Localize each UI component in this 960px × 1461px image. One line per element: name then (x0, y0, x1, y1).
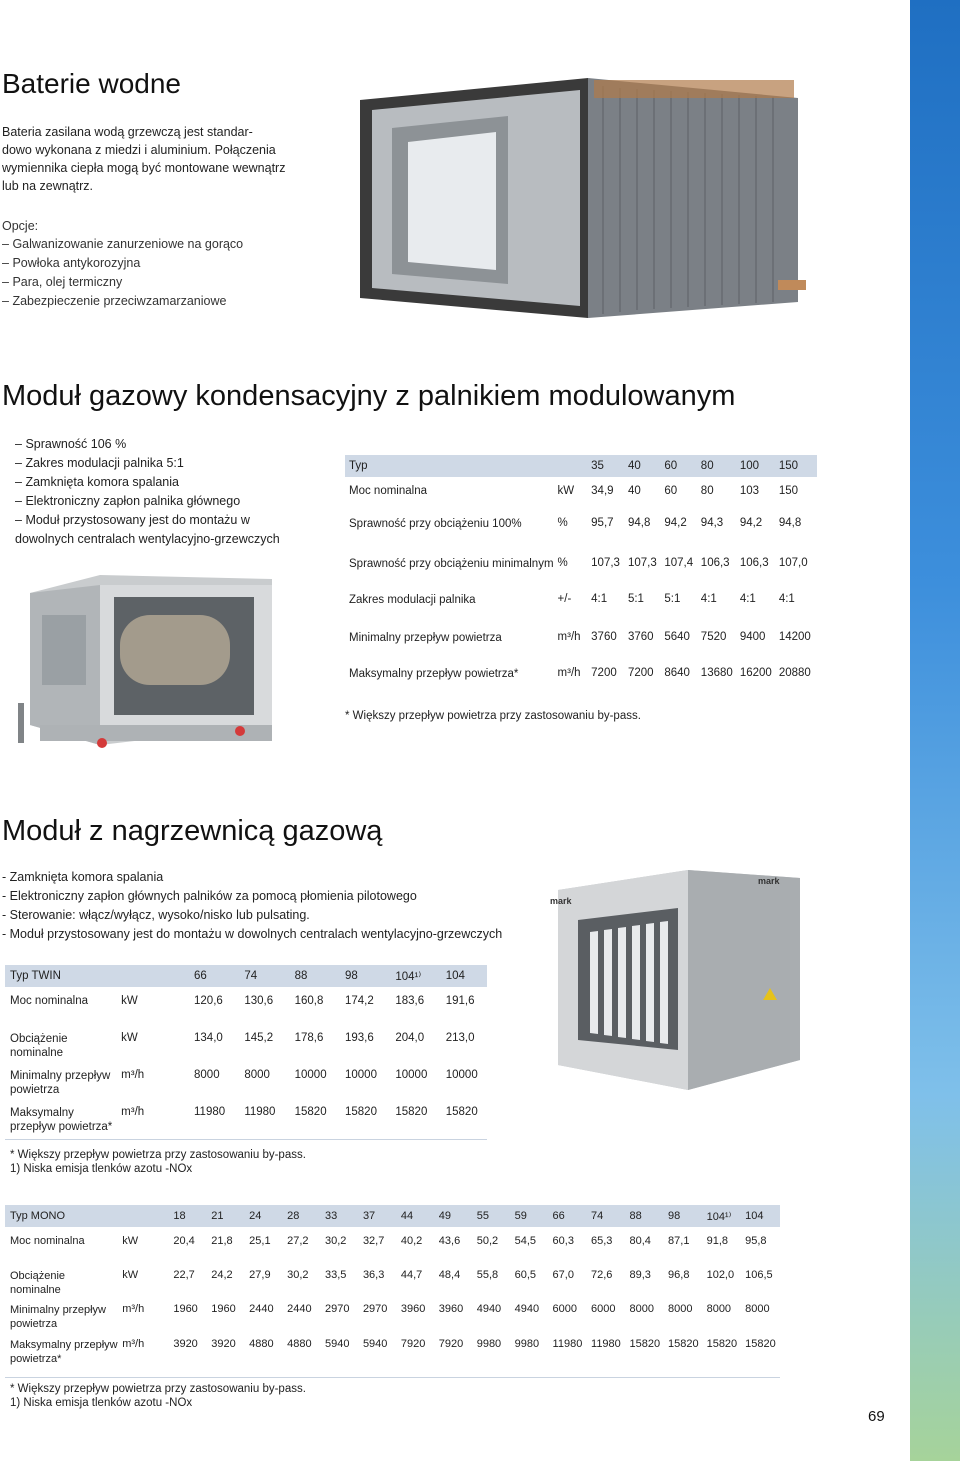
value-cell: 22,7 (173, 1269, 195, 1281)
decorative-side-bar (910, 0, 960, 1461)
value-cell: 1960 (211, 1303, 236, 1315)
value-cell: 6000 (552, 1303, 578, 1315)
row-label: Maksymalny przepływ powietrza* (10, 1339, 118, 1365)
value-cell: 4880 (249, 1338, 274, 1350)
row-label: Sprawność przy obciążeniu minimalnym (349, 558, 554, 570)
value-cell: 107,0 (778, 557, 808, 569)
unit-cell: m³/h (122, 1338, 145, 1350)
footnote: 1) Niska emisja tlenków azotu -NOx (10, 1397, 193, 1409)
row-label: Maksymalny przepływ powietrza* (349, 668, 519, 680)
value-cell: 94,3 (700, 517, 724, 529)
table-header-row (5, 965, 487, 987)
table-row (345, 551, 817, 589)
value-cell: 15820 (445, 1106, 478, 1118)
value-cell: 16200 (739, 667, 772, 679)
row-label: Maksymalny przepływ powietrza* (10, 1107, 113, 1133)
value-cell: 8000 (668, 1303, 693, 1315)
mono-notes (10, 1382, 306, 1410)
water-coils-description (2, 123, 302, 195)
header-cell: 74 (589, 1205, 627, 1227)
value-cell: 9980 (514, 1338, 540, 1350)
section-title-water-coils: Baterie wodne (2, 68, 182, 99)
value-cell: 15820 (745, 1338, 776, 1350)
desc-line: dowo wykonana z miedzi i aluminium. Połączenia (2, 143, 276, 157)
table-row (5, 1062, 487, 1099)
value-cell: 2970 (325, 1303, 350, 1315)
unit-cell: kW (121, 1032, 138, 1044)
header-cell: 44 (399, 1205, 437, 1227)
value-cell: 4940 (476, 1303, 502, 1315)
value-cell: 106,3 (700, 557, 730, 569)
options-list (2, 235, 243, 311)
value-cell: 183,6 (395, 995, 425, 1007)
gas-heater-photo (538, 860, 806, 1095)
feature-item: – Sprawność 106 % (15, 435, 295, 454)
header-cell: 80 (699, 455, 738, 477)
value-cell: 10000 (294, 1069, 327, 1081)
value-cell: 21,8 (211, 1235, 233, 1247)
page-number: 69 (868, 1408, 885, 1425)
footnote: 1) Niska emisja tlenków azotu -NOx (10, 1163, 193, 1175)
header-cell: 66 (192, 965, 242, 987)
header-cell: 98 (666, 1205, 705, 1227)
twin-notes (10, 1148, 306, 1176)
value-cell: 94,8 (778, 517, 802, 529)
value-cell: 120,6 (194, 995, 223, 1007)
value-cell: 30,2 (325, 1235, 347, 1247)
value-cell: 43,6 (438, 1235, 461, 1247)
value-cell: 145,2 (244, 1032, 274, 1044)
value-cell: 8000 (745, 1303, 770, 1315)
value-cell: 191,6 (445, 995, 475, 1007)
value-cell: 3760 (591, 631, 617, 643)
value-cell: 65,3 (591, 1235, 613, 1247)
header-cell: 55 (475, 1205, 513, 1227)
divider (5, 1139, 487, 1140)
unit-cell: kW (122, 1269, 139, 1281)
value-cell: 30,2 (287, 1269, 309, 1281)
value-cell: 204,0 (395, 1032, 425, 1044)
feature-item: - Elektroniczny zapłon głównych palników za pomocą płomienia pilotowego (2, 889, 417, 903)
value-cell: 34,9 (591, 485, 614, 497)
table-row (5, 1265, 780, 1299)
header-cell: 150 (777, 455, 817, 477)
value-cell: 15820 (629, 1338, 661, 1350)
value-cell: 80,4 (629, 1235, 651, 1247)
unit-cell: kW (122, 1235, 139, 1247)
header-cell: Typ TWIN (5, 965, 119, 987)
header-cell: 98 (343, 965, 393, 987)
value-cell: 7920 (438, 1338, 464, 1350)
value-cell: 8640 (664, 667, 690, 679)
divider (5, 1377, 780, 1378)
table-row (5, 1334, 780, 1370)
header-cell: 24 (247, 1205, 285, 1227)
header-cell: 60 (662, 455, 698, 477)
value-cell: 11980 (244, 1106, 276, 1118)
header-cell: 104¹⁾ (705, 1205, 744, 1227)
value-cell: 174,2 (344, 995, 374, 1007)
value-cell: 107,3 (627, 557, 657, 569)
value-cell: 94,2 (739, 517, 763, 529)
value-cell: 94,8 (627, 517, 651, 529)
header-cell: 88 (627, 1205, 666, 1227)
value-cell: 11980 (591, 1338, 621, 1350)
value-cell: 20,4 (173, 1235, 195, 1247)
value-cell: 106,5 (745, 1269, 773, 1281)
value-cell: 107,3 (591, 557, 620, 569)
mono-spec-table (5, 1205, 780, 1370)
table-row (5, 1299, 780, 1334)
table-row (345, 477, 817, 513)
table-row (345, 589, 817, 627)
value-cell: 27,9 (249, 1269, 271, 1281)
value-cell: 24,2 (211, 1269, 233, 1281)
header-cell: 74 (242, 965, 292, 987)
value-cell: 5:1 (664, 593, 681, 605)
value-cell: 11980 (552, 1338, 583, 1350)
water-coil-photo (358, 70, 808, 322)
unit-cell: % (557, 517, 568, 529)
option-item: – Galwanizowanie zanurzeniowe na gorąco (2, 235, 243, 254)
row-label: Moc nominalna (349, 485, 427, 497)
desc-line: wymiennika ciepła mogą być montowane wewnątrz (2, 161, 286, 175)
header-cell: 59 (513, 1205, 551, 1227)
value-cell: 2970 (362, 1303, 388, 1315)
unit-cell: kW (121, 995, 138, 1007)
value-cell: 4:1 (739, 593, 756, 605)
header-cell (556, 455, 590, 477)
unit-cell: +/- (557, 593, 572, 605)
value-cell: 4880 (287, 1338, 312, 1350)
header-cell: 21 (209, 1205, 247, 1227)
value-cell: 5640 (664, 631, 690, 643)
unit-cell: m³/h (557, 631, 581, 643)
row-label: Moc nominalna (10, 995, 88, 1007)
brand-label: mark (550, 896, 572, 906)
row-label: Obciążenie nominalne (10, 1270, 66, 1296)
value-cell: 4:1 (591, 593, 608, 605)
value-cell: 10000 (344, 1069, 377, 1081)
value-cell: 107,4 (664, 557, 694, 569)
header-cell (120, 1205, 171, 1227)
value-cell: 2440 (287, 1303, 312, 1315)
header-cell: 88 (293, 965, 343, 987)
value-cell: 7920 (400, 1338, 426, 1350)
header-cell: 40 (626, 455, 662, 477)
table-row (345, 513, 817, 551)
value-cell: 4940 (514, 1303, 540, 1315)
header-cell: 66 (551, 1205, 589, 1227)
value-cell: 1960 (173, 1303, 198, 1315)
option-item: – Zabezpieczenie przeciwzamarzaniowe (2, 292, 243, 311)
value-cell: 20880 (778, 667, 811, 679)
option-item: – Powłoka antykorozyjna (2, 254, 243, 273)
value-cell: 94,2 (664, 517, 687, 529)
value-cell: 5940 (362, 1338, 388, 1350)
table-row (5, 1227, 780, 1265)
value-cell: 9980 (476, 1338, 502, 1350)
value-cell: 67,0 (552, 1269, 574, 1281)
header-cell: 104¹⁾ (393, 965, 443, 987)
header-cell: 104 (743, 1205, 780, 1227)
value-cell: 10000 (445, 1069, 478, 1081)
value-cell: 14200 (778, 631, 811, 643)
value-cell: 160,8 (294, 995, 324, 1007)
value-cell: 60,5 (514, 1269, 537, 1281)
header-cell: 28 (285, 1205, 323, 1227)
gas-module-spec-table (345, 455, 817, 701)
section-title-gas-heater-module: Moduł z nagrzewnicą gazową (2, 815, 383, 847)
value-cell: 15820 (668, 1338, 699, 1350)
unit-cell: m³/h (121, 1069, 145, 1081)
value-cell: 2440 (249, 1303, 274, 1315)
value-cell: 178,6 (294, 1032, 324, 1044)
value-cell: 32,7 (362, 1235, 385, 1247)
header-cell: 100 (738, 455, 777, 477)
unit-cell: % (557, 557, 568, 569)
feature-item: - Zamknięta komora spalania (2, 870, 164, 884)
feature-item: - Moduł przystosowany jest do montażu w dowolnych centralach wentylacyjno-grzewczych (2, 927, 503, 941)
value-cell: 5:1 (627, 593, 644, 605)
value-cell: 6000 (591, 1303, 616, 1315)
value-cell: 15820 (344, 1106, 377, 1118)
twin-spec-table (5, 965, 487, 1136)
value-cell: 3960 (438, 1303, 464, 1315)
value-cell: 8000 (244, 1069, 270, 1081)
value-cell: 15820 (706, 1338, 738, 1350)
header-cell: Typ (345, 455, 556, 477)
table-header-row (345, 455, 817, 477)
value-cell: 4:1 (700, 593, 717, 605)
unit-cell: m³/h (122, 1303, 145, 1315)
value-cell: 3760 (627, 631, 654, 643)
value-cell: 193,6 (344, 1032, 374, 1044)
value-cell: 44,7 (400, 1269, 423, 1281)
value-cell: 7200 (627, 667, 654, 679)
header-cell: 33 (323, 1205, 361, 1227)
section-title-gas-condensing-module: Moduł gazowy kondensacyjny z palnikiem modulowanym (2, 380, 736, 412)
row-label: Moc nominalna (10, 1235, 85, 1247)
header-cell (119, 965, 192, 987)
value-cell: 95,8 (745, 1235, 767, 1247)
feature-item: – Moduł przystosowany jest do montażu w dowolnych centralach wentylacyjno-grzewczych (15, 511, 295, 549)
gas-heater-features (2, 868, 542, 944)
value-cell: 27,2 (287, 1235, 309, 1247)
header-cell: 37 (361, 1205, 399, 1227)
value-cell: 4:1 (778, 593, 795, 605)
value-cell: 8000 (706, 1303, 732, 1315)
value-cell: 40,2 (400, 1235, 423, 1247)
value-cell: 15820 (395, 1106, 428, 1118)
value-cell: 3920 (173, 1338, 198, 1350)
value-cell: 7520 (700, 631, 727, 643)
header-cell: 18 (171, 1205, 209, 1227)
value-cell: 50,2 (476, 1235, 499, 1247)
value-cell: 8000 (194, 1069, 220, 1081)
value-cell: 91,8 (706, 1235, 728, 1247)
value-cell: 213,0 (445, 1032, 475, 1044)
value-cell: 89,3 (629, 1269, 651, 1281)
value-cell: 87,1 (668, 1235, 690, 1247)
feature-item: - Sterowanie: włącz/wyłącz, wysoko/nisko lub pulsating. (2, 908, 310, 922)
value-cell: 8000 (629, 1303, 654, 1315)
value-cell: 103 (739, 485, 759, 497)
feature-item: – Elektroniczny zapłon palnika głównego (15, 492, 295, 511)
value-cell: 96,8 (668, 1269, 690, 1281)
value-cell: 80 (700, 485, 714, 497)
value-cell: 54,5 (514, 1235, 537, 1247)
header-cell: Typ MONO (5, 1205, 120, 1227)
value-cell: 60 (664, 485, 678, 497)
value-cell: 3920 (211, 1338, 236, 1350)
unit-cell: m³/h (121, 1106, 145, 1118)
value-cell: 9400 (739, 631, 766, 643)
footnote: * Większy przepływ powietrza przy zastosowaniu by-pass. (10, 1383, 306, 1395)
feature-item: – Zakres modulacji palnika 5:1 (15, 454, 295, 473)
value-cell: 25,1 (249, 1235, 271, 1247)
options-label: Opcje: (2, 219, 39, 233)
value-cell: 48,4 (438, 1269, 461, 1281)
value-cell: 130,6 (244, 995, 274, 1007)
value-cell: 106,3 (739, 557, 769, 569)
table-header-row (5, 1205, 780, 1227)
unit-cell: m³/h (557, 667, 581, 679)
value-cell: 7200 (591, 667, 617, 679)
value-cell: 134,0 (194, 1032, 223, 1044)
table-row (345, 627, 817, 665)
header-cell: 104 (444, 965, 487, 987)
header-cell: 35 (589, 455, 626, 477)
value-cell: 3960 (400, 1303, 426, 1315)
gas-module-features (15, 435, 295, 549)
table-row (5, 987, 487, 1025)
value-cell: 60,3 (552, 1235, 574, 1247)
brand-label: mark (758, 876, 780, 886)
header-cell: 49 (437, 1205, 475, 1227)
value-cell: 102,0 (706, 1269, 735, 1281)
value-cell: 40 (627, 485, 641, 497)
row-label: Obciążenie nominalne (10, 1033, 68, 1059)
value-cell: 36,3 (362, 1269, 385, 1281)
gas-condensing-module-photo (10, 575, 280, 755)
value-cell: 15820 (294, 1106, 327, 1118)
desc-line: lub na zewnątrz. (2, 179, 94, 193)
value-cell: 10000 (395, 1069, 428, 1081)
table-row (345, 665, 817, 701)
value-cell: 33,5 (325, 1269, 347, 1281)
value-cell: 55,8 (476, 1269, 499, 1281)
table-row (5, 1099, 487, 1136)
value-cell: 13680 (700, 667, 733, 679)
gas-module-footnote: * Większy przepływ powietrza przy zastosowaniu by-pass. (345, 710, 641, 722)
option-item: – Para, olej termiczny (2, 273, 243, 292)
value-cell: 72,6 (591, 1269, 613, 1281)
desc-line: Bateria zasilana wodą grzewczą jest standar- (2, 125, 253, 139)
table-row (5, 1025, 487, 1062)
row-label: Zakres modulacji palnika (349, 594, 476, 606)
row-label: Minimalny przepływ powietrza (10, 1070, 111, 1096)
value-cell: 150 (778, 485, 799, 497)
value-cell: 11980 (194, 1106, 226, 1118)
value-cell: 5940 (325, 1338, 350, 1350)
row-label: Sprawność przy obciążeniu 100% (349, 518, 522, 530)
value-cell: 95,7 (591, 517, 614, 529)
row-label: Minimalny przepływ powietrza (10, 1304, 106, 1330)
footnote: * Większy przepływ powietrza przy zastosowaniu by-pass. (10, 1149, 306, 1161)
feature-item: – Zamknięta komora spalania (15, 473, 295, 492)
unit-cell: kW (557, 485, 575, 497)
row-label: Minimalny przepływ powietrza (349, 632, 502, 644)
